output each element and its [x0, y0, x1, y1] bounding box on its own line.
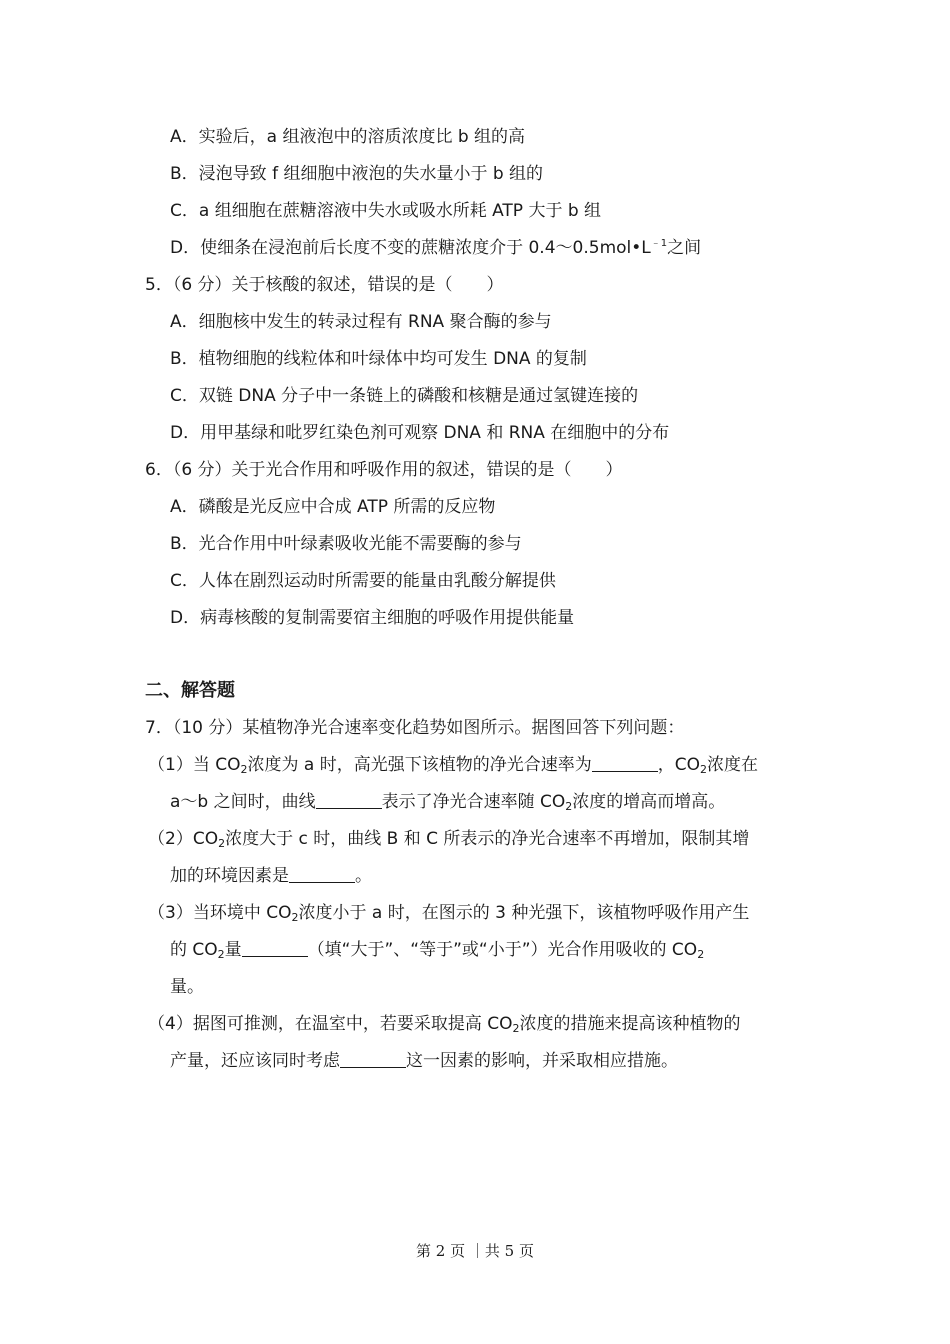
q7-part1-line1: （1）当 $CO_2$浓度为 a 时，高光强下该植物的净光合速率为 ，$CO_2$浓度在 [148, 755, 758, 776]
answer-blank [592, 753, 658, 772]
q5-option-b: B．植物细胞的线粒体和叶绿体中均可发生 DNA 的复制 [170, 349, 587, 369]
q7-part4-line2: 产量，还应该同时考虑 这一因素的影响，并采取相应措施。 [170, 1051, 678, 1071]
answer-blank [242, 938, 308, 957]
page-footer: 第 2 页 ｜共 5 页 [416, 1242, 534, 1260]
q4-option-d [170, 236, 701, 260]
q4-option-d-suffix: 之间 [667, 238, 702, 258]
q4-option-c: C．a 组细胞在蔗糖溶液中失水或吸水所耗 ATP 大于 b 组 [170, 201, 602, 221]
q5-option-c: C．双链 DNA 分子中一条链上的磷酸和核糖是通过氢键连接的 [170, 386, 639, 406]
q6-option-d: D．病毒核酸的复制需要宿主细胞的呼吸作用提供能量 [170, 608, 575, 628]
q7-part2-line2: 加的环境因素是 。 [170, 866, 372, 886]
q5-stem: 5．（6 分）关于核酸的叙述，错误的是（ ） [145, 275, 504, 295]
q4-option-a: A．实验后，a 组液泡中的溶质浓度比 b 组的高 [170, 127, 526, 147]
q7-part3-line1: （3）当环境中 $CO_2$浓度小于 a 时，在图示的 3 种光强下，该植物呼吸作用产生 [148, 903, 750, 924]
q4-option-d-exponent: ﹣1 [650, 238, 668, 249]
q7-stem: 7．（10 分）某植物净光合速率变化趋势如图所示。据图回答下列问题： [145, 718, 685, 738]
q6-stem: 6．（6 分）关于光合作用和呼吸作用的叙述，错误的是（ ） [145, 460, 623, 480]
answer-blank [316, 790, 382, 809]
q4-option-d-text: D．使细条在浸泡前后长度不变的蔗糖浓度介于 0.4～0.5mol•L [170, 238, 651, 258]
q5-option-d: D．用甲基绿和吡罗红染色剂可观察 DNA 和 RNA 在细胞中的分布 [170, 423, 670, 443]
q7-part1-line2: a～b 之间时，曲线 表示了净光合速率随 $CO_2$浓度的增高而增高。 [170, 792, 726, 813]
q7-part4-line1: （4）据图可推测，在温室中，若要采取提高 $CO_2$浓度的措施来提高该种植物的 [148, 1014, 741, 1035]
q4-option-b: B．浸泡导致 f 组细胞中液泡的失水量小于 b 组的 [170, 164, 544, 184]
q6-option-b: B．光合作用中叶绿素吸收光能不需要酶的参与 [170, 534, 522, 554]
section-title: 二、解答题 [145, 680, 235, 701]
answer-blank [340, 1049, 406, 1068]
q7-part3-line2: 的 $CO_2$量 （填“大于”、“等于”或“小于”）光合作用吸收的 $CO_2$ [170, 940, 705, 961]
q5-option-a: A．细胞核中发生的转录过程有 RNA 聚合酶的参与 [170, 312, 552, 332]
q7-part3-line3: 量。 [170, 977, 204, 997]
answer-blank [289, 864, 355, 883]
q6-option-a: A．磷酸是光反应中合成 ATP 所需的反应物 [170, 497, 496, 517]
q6-option-c: C．人体在剧烈运动时所需要的能量由乳酸分解提供 [170, 571, 556, 591]
q7-part2-line1: $(2)CO_2$浓度大于 c 时，曲线 B 和 C 所表示的净光合速率不再增加，限制其增 [148, 829, 750, 850]
